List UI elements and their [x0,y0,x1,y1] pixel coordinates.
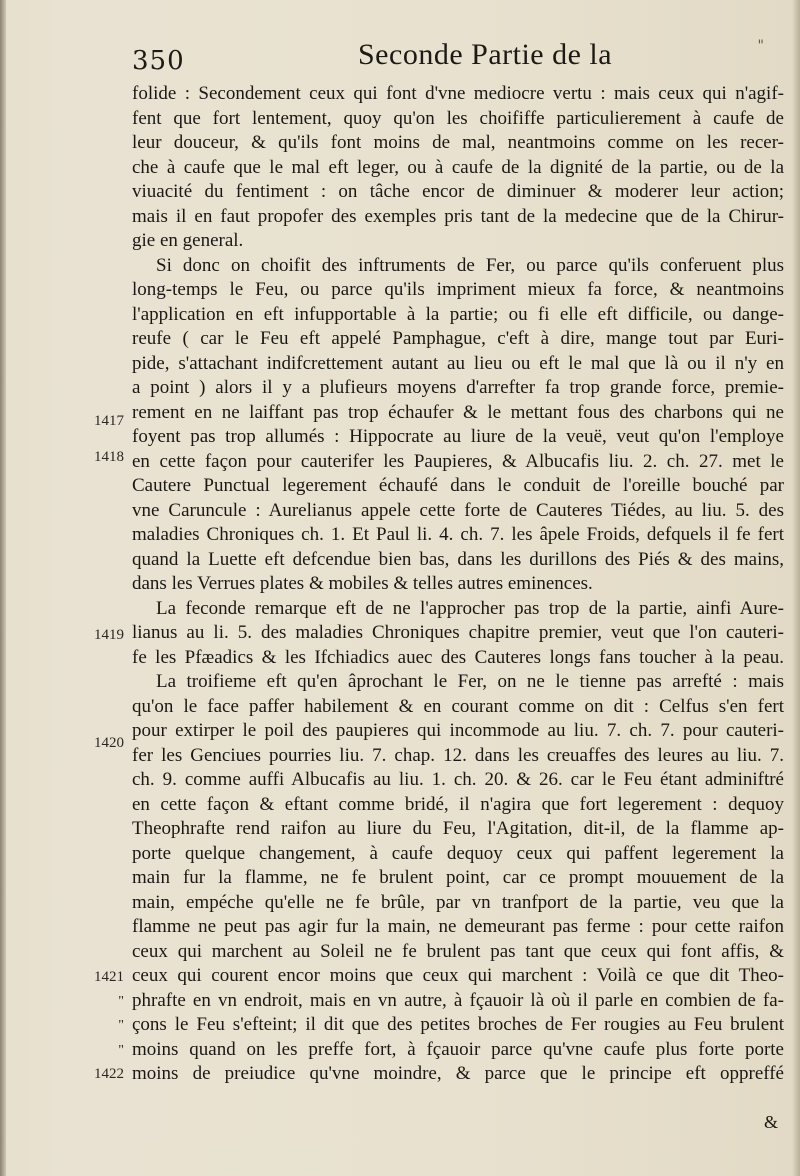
page-number: 350 [132,46,185,76]
text-line: fe les Pfæadics & les Ifchiadics auec des Cauteres longs fans toucher à la peau. [132,646,784,668]
catchword: & [763,1112,778,1132]
text-line: en cette façon pour cauterifer les Paupieres, & Albucafis liu. 2. ch. 27. met le [132,450,784,472]
text-line: La feconde remarque eft de ne l'approcher pas trop de la partie, ainfi Aure- [156,597,784,619]
margin-note-1421: 1421 [94,969,124,985]
margin-note-1420: 1420 [94,735,124,751]
text-line: fer les Genciues pourries liu. 7. chap. 12. dans les creuaffes des leures au liu. 7. [132,744,784,766]
margin-note-1419: 1419 [94,627,124,643]
text-line: dans les Verrues plates & mobiles & telles autres eminences. [132,573,593,594]
text-line: viuacité du fentiment : on tâche encor de diminuer & moderer leur action; [132,181,784,202]
body-text [132,82,784,1087]
text-line: main, empéche qu'elle ne fe brûle, par vn tranfport de la partie, veu que la [132,891,784,913]
text-line: che à caufe que le mal eft leger, ou à caufe de la dignité de la partie, ou de la [132,156,784,178]
text-line: pour extirper le poil des paupieres qui incommode au liu. 7. ch. 7. pour cauteri- [132,720,784,741]
margin-quote-mark: " [118,1043,124,1058]
margin-note-1417: 1417 [94,413,124,429]
text-line: reufe ( car le Feu eft appelé Pamphague, c'eft à dire, mange tout par Euri- [132,328,784,349]
margin-quote-mark: " [118,1018,124,1033]
text-line: rement en ne laiffant pas trop échaufer & le mettant fous des charbons qui ne [132,401,784,423]
margin-quote-mark: " [118,994,124,1009]
text-line: çons le Feu s'efteint; il dit que des petites broches de Fer rougies au Feu brulent [132,1014,784,1035]
text-line: pide, s'attachant indifcrettement autant au lieu ou eft le mal que là ou il n'y en [132,352,784,374]
text-line: Theophrafte rend raifon au liure du Feu, l'Agitation, dit-il, de la flamme ap- [132,818,784,839]
text-line: flamme ne peut pas agir fur la main, ne demeurant pas ferme : pour cette raifon [132,916,784,937]
text-line: ceux qui courent encor moins que ceux qui marchent : Voilà ce que dit Theo- [132,965,784,986]
text-line: porte quelque changement, à caufe dequoy ceux qui paffent legerement la [132,842,784,864]
text-line: foyent pas trop allumés : Hippocrate au liure de la veuë, veut qu'on l'employe [132,426,784,447]
running-title: Seconde Partie de la [358,38,613,71]
header-corner-mark: " [757,38,764,54]
text-line: main fur la flamme, ne fe brulent point, car ce prompt mouuement de la [132,867,784,888]
text-line: moins de preiudice qu'vne moindre, & parce que le principe eft oppreffé [132,1063,784,1084]
text-line: mais il en faut propofer des exemples pris tant de la medecine que de la Chirur- [132,205,784,227]
text-line: maladies Chroniques ch. 1. Et Paul li. 4. ch. 7. les âpele Froids, defquels il fe fert [132,524,784,545]
text-line: fent que fort lentement, quoy qu'on les choififfe particulierement à caufe de [132,107,784,129]
text-line: en cette façon & eftant comme bridé, il n'agira que fort legerement : dequoy [132,793,784,815]
margin-notes [0,0,130,1176]
text-line: vne Caruncule : Aurelianus appele cette forte de Cauteres Tiédes, au liu. 5. des [132,499,784,521]
text-line: phrafte en vn endroit, mais en vn autre, à fçauoir là où il parle en combien de fa- [132,989,784,1011]
text-line: ch. 9. comme auffi Albucafis au liu. 1. ch. 20. & 26. car le Feu étant adminiftré [132,769,784,790]
text-line: l'application en eft infupportable à la partie; ou fi elle eft difficile, ou dange- [132,303,784,325]
text-line: ceux qui marchent au Soleil ne fe brulent pas tant que ceux qui font affis, & [132,940,784,962]
text-line: long-temps le Feu, ou parce qu'ils impriment mieux fa force, & neantmoins [132,279,784,300]
text-line: quand la Luette eft defcendue bien bas, dans les durillons des Piés & des mains, [132,548,784,570]
margin-note-1418: 1418 [94,449,124,465]
text-line: Cautere Punctual legerement échaufé dans le conduit de l'oreille bouché par [132,475,784,496]
text-line: La troifieme eft qu'en âprochant le Fer, on ne le tienne pas arrefté : mais [156,671,784,692]
text-line: gie en general. [132,230,244,251]
text-line: qu'on le face paffer habilement & en courant comme on dit : Celfus s'en fert [132,695,784,717]
page-header [132,38,772,82]
page-right-edge [792,0,800,1176]
margin-note-1422: 1422 [94,1066,124,1082]
text-line: Si donc on choifit des inftruments de Fer, ou parce qu'ils conferuent plus [156,254,784,276]
text-line: leur douceur, & qu'ils font moins de mal, neantmoins comme on les recer- [132,132,784,153]
text-line: a point ) alors il y a plufieurs moyens d'arrefter fa trop grande force, premie- [132,377,784,398]
text-line: lianus au li. 5. des maladies Chroniques chapitre premier, veut que l'on cauteri- [132,622,784,643]
text-line: folide : Secondement ceux qui font d'vne mediocre vertu : mais ceux qui n'agif- [132,83,784,104]
text-line: moins quand on les preffe fort, à fçauoir parce qu'vne caufe plus forte porte [132,1038,784,1060]
